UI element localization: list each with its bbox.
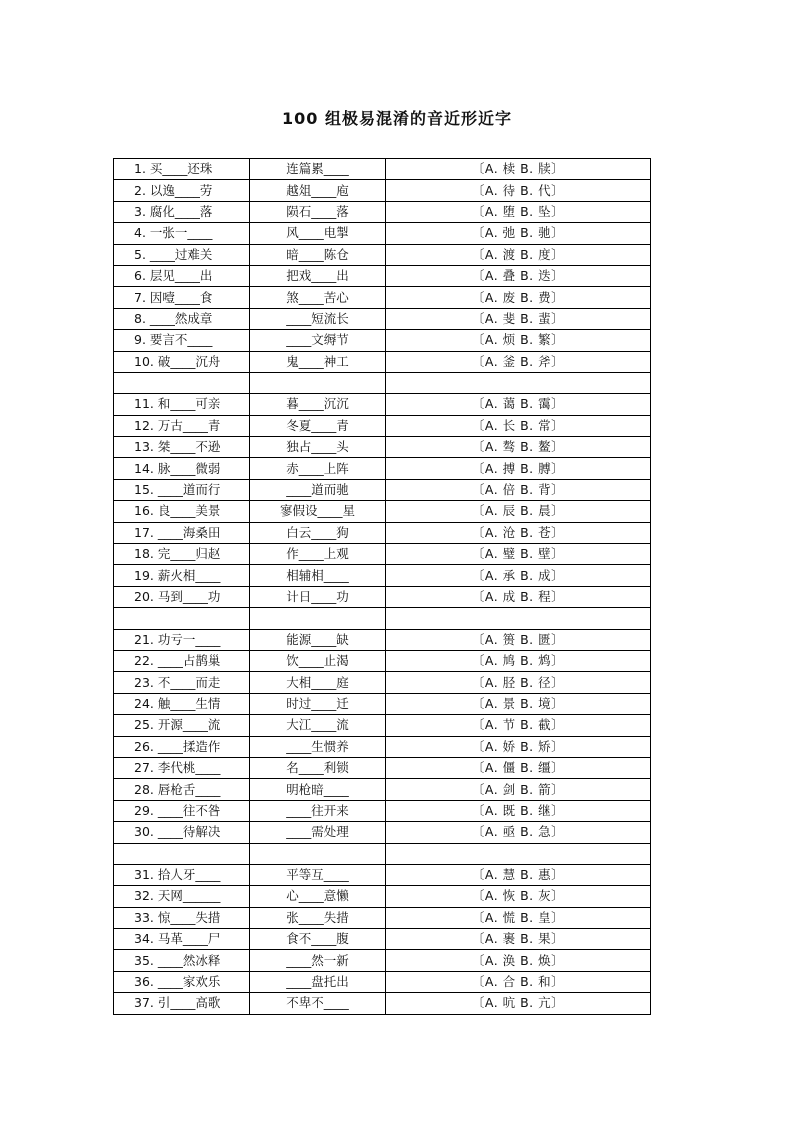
table-row bbox=[114, 586, 651, 607]
table-row bbox=[114, 437, 651, 458]
options-cell bbox=[386, 608, 651, 629]
idiom-a-cell: 30. ____待解决 bbox=[114, 822, 250, 843]
idiom-a-cell: 8. ____然成章 bbox=[114, 308, 250, 329]
table-row bbox=[114, 244, 651, 265]
idiom-a-cell: 13. 桀____不逊 bbox=[114, 437, 250, 458]
idiom-a-cell: 3. 腐化____落 bbox=[114, 201, 250, 222]
table-row bbox=[114, 372, 651, 393]
idiom-b-cell: 独占____头 bbox=[250, 437, 386, 458]
options-cell: 〔A. 恢 B. 灰〕 bbox=[386, 886, 651, 907]
idiom-b-cell: 鬼____神工 bbox=[250, 351, 386, 372]
options-cell: 〔A. 渡 B. 度〕 bbox=[386, 244, 651, 265]
idiom-b-cell: 作____上观 bbox=[250, 544, 386, 565]
idiom-a-cell: 24. 触____生情 bbox=[114, 693, 250, 714]
table-row bbox=[114, 180, 651, 201]
table-row bbox=[114, 330, 651, 351]
options-cell: 〔A. 沧 B. 苍〕 bbox=[386, 522, 651, 543]
idiom-b-cell: 心____意懒 bbox=[250, 886, 386, 907]
options-cell bbox=[386, 372, 651, 393]
idiom-a-cell: 17. ____海桑田 bbox=[114, 522, 250, 543]
table-row bbox=[114, 287, 651, 308]
options-cell: 〔A. 既 B. 继〕 bbox=[386, 800, 651, 821]
options-cell: 〔A. 亟 B. 急〕 bbox=[386, 822, 651, 843]
idiom-b-cell: 煞____苦心 bbox=[250, 287, 386, 308]
idiom-b-cell: 名____利锁 bbox=[250, 757, 386, 778]
table-row bbox=[114, 522, 651, 543]
options-cell: 〔A. 慌 B. 皇〕 bbox=[386, 907, 651, 928]
idiom-b-cell: 陨石____落 bbox=[250, 201, 386, 222]
idiom-a-cell: 10. 破____沉舟 bbox=[114, 351, 250, 372]
idiom-b-cell bbox=[250, 843, 386, 864]
table-row bbox=[114, 479, 651, 500]
table-row bbox=[114, 757, 651, 778]
table-row bbox=[114, 458, 651, 479]
idiom-b-cell: 时过____迁 bbox=[250, 693, 386, 714]
idiom-a-cell: 27. 李代桃____ bbox=[114, 757, 250, 778]
options-cell: 〔A. 涣 B. 焕〕 bbox=[386, 950, 651, 971]
idiom-a-cell: 20. 马到____功 bbox=[114, 586, 250, 607]
idiom-a-cell: 16. 良____美景 bbox=[114, 501, 250, 522]
idiom-b-cell: 食不____腹 bbox=[250, 929, 386, 950]
options-cell: 〔A. 鸠 B. 鸩〕 bbox=[386, 650, 651, 671]
table-row bbox=[114, 907, 651, 928]
idiom-b-cell: 饮____止渴 bbox=[250, 650, 386, 671]
options-cell: 〔A. 裹 B. 果〕 bbox=[386, 929, 651, 950]
idiom-a-cell: 11. 和____可亲 bbox=[114, 394, 250, 415]
options-cell: 〔A. 斐 B. 蜚〕 bbox=[386, 308, 651, 329]
options-cell: 〔A. 娇 B. 矫〕 bbox=[386, 736, 651, 757]
idiom-b-cell: 大相____庭 bbox=[250, 672, 386, 693]
idiom-a-cell bbox=[114, 843, 250, 864]
options-cell: 〔A. 璧 B. 壁〕 bbox=[386, 544, 651, 565]
idiom-b-cell: 白云____狗 bbox=[250, 522, 386, 543]
word-table bbox=[113, 158, 651, 1015]
idiom-b-cell: 明枪暗____ bbox=[250, 779, 386, 800]
table-row bbox=[114, 159, 651, 180]
table-row bbox=[114, 886, 651, 907]
idiom-b-cell: 不卑不____ bbox=[250, 993, 386, 1014]
table-row bbox=[114, 779, 651, 800]
options-cell bbox=[386, 843, 651, 864]
options-cell: 〔A. 慧 B. 惠〕 bbox=[386, 864, 651, 885]
options-cell: 〔A. 成 B. 程〕 bbox=[386, 586, 651, 607]
idiom-a-cell: 25. 开源____流 bbox=[114, 715, 250, 736]
table-row bbox=[114, 629, 651, 650]
idiom-a-cell: 14. 脉____微弱 bbox=[114, 458, 250, 479]
options-cell: 〔A. 合 B. 和〕 bbox=[386, 971, 651, 992]
idiom-b-cell: 计日____功 bbox=[250, 586, 386, 607]
idiom-b-cell: 暮____沉沉 bbox=[250, 394, 386, 415]
options-cell: 〔A. 吭 B. 亢〕 bbox=[386, 993, 651, 1014]
table-row bbox=[114, 394, 651, 415]
table-row bbox=[114, 843, 651, 864]
idiom-a-cell: 7. 因噎____食 bbox=[114, 287, 250, 308]
idiom-a-cell: 36. ____家欢乐 bbox=[114, 971, 250, 992]
options-cell: 〔A. 节 B. 截〕 bbox=[386, 715, 651, 736]
options-cell: 〔A. 釜 B. 斧〕 bbox=[386, 351, 651, 372]
table-row bbox=[114, 223, 651, 244]
table-row bbox=[114, 822, 651, 843]
idiom-a-cell: 2. 以逸____劳 bbox=[114, 180, 250, 201]
table-row bbox=[114, 565, 651, 586]
table-row bbox=[114, 201, 651, 222]
idiom-a-cell: 33. 惊____失措 bbox=[114, 907, 250, 928]
options-cell: 〔A. 椟 B. 牍〕 bbox=[386, 159, 651, 180]
idiom-a-cell: 5. ____过难关 bbox=[114, 244, 250, 265]
table-row bbox=[114, 950, 651, 971]
options-cell: 〔A. 堕 B. 坠〕 bbox=[386, 201, 651, 222]
options-cell: 〔A. 辰 B. 晨〕 bbox=[386, 501, 651, 522]
table-row bbox=[114, 650, 651, 671]
idiom-b-cell: 寥假设____星 bbox=[250, 501, 386, 522]
idiom-a-cell bbox=[114, 372, 250, 393]
options-cell: 〔A. 长 B. 常〕 bbox=[386, 415, 651, 436]
table-row bbox=[114, 971, 651, 992]
idiom-a-cell: 31. 拾人牙____ bbox=[114, 864, 250, 885]
idiom-a-cell: 34. 马革____尸 bbox=[114, 929, 250, 950]
table-row bbox=[114, 929, 651, 950]
idiom-b-cell: ____短流长 bbox=[250, 308, 386, 329]
table-row bbox=[114, 672, 651, 693]
options-cell: 〔A. 僵 B. 缰〕 bbox=[386, 757, 651, 778]
options-cell: 〔A. 叠 B. 迭〕 bbox=[386, 265, 651, 286]
idiom-b-cell: 越俎____庖 bbox=[250, 180, 386, 201]
options-cell: 〔A. 剑 B. 箭〕 bbox=[386, 779, 651, 800]
idiom-a-cell: 37. 引____高歌 bbox=[114, 993, 250, 1014]
idiom-a-cell: 15. ____道而行 bbox=[114, 479, 250, 500]
options-cell: 〔A. 倍 B. 背〕 bbox=[386, 479, 651, 500]
options-cell: 〔A. 胫 B. 径〕 bbox=[386, 672, 651, 693]
table-row bbox=[114, 800, 651, 821]
idiom-a-cell: 32. 天网______ bbox=[114, 886, 250, 907]
options-cell: 〔A. 蔼 B. 霭〕 bbox=[386, 394, 651, 415]
table-row bbox=[114, 993, 651, 1014]
idiom-b-cell: 能源____缺 bbox=[250, 629, 386, 650]
options-cell: 〔A. 篑 B. 匮〕 bbox=[386, 629, 651, 650]
idiom-b-cell: 张____失措 bbox=[250, 907, 386, 928]
idiom-a-cell: 19. 薪火相____ bbox=[114, 565, 250, 586]
options-cell: 〔A. 烦 B. 繁〕 bbox=[386, 330, 651, 351]
idiom-a-cell: 35. ____然冰释 bbox=[114, 950, 250, 971]
options-cell: 〔A. 骜 B. 鳌〕 bbox=[386, 437, 651, 458]
table-row bbox=[114, 265, 651, 286]
idiom-b-cell: ____文缛节 bbox=[250, 330, 386, 351]
table-row bbox=[114, 415, 651, 436]
idiom-b-cell: 连篇累____ bbox=[250, 159, 386, 180]
word-table-body bbox=[114, 159, 651, 1015]
idiom-a-cell: 12. 万古____青 bbox=[114, 415, 250, 436]
idiom-a-cell: 23. 不____而走 bbox=[114, 672, 250, 693]
table-row bbox=[114, 864, 651, 885]
idiom-b-cell: 冬夏____青 bbox=[250, 415, 386, 436]
idiom-b-cell: 大江____流 bbox=[250, 715, 386, 736]
idiom-b-cell: 相辅相____ bbox=[250, 565, 386, 586]
table-row bbox=[114, 736, 651, 757]
idiom-b-cell: 赤____上阵 bbox=[250, 458, 386, 479]
idiom-a-cell: 1. 买____还珠 bbox=[114, 159, 250, 180]
table-row bbox=[114, 308, 651, 329]
options-cell: 〔A. 承 B. 成〕 bbox=[386, 565, 651, 586]
idiom-a-cell: 6. 层见____出 bbox=[114, 265, 250, 286]
options-cell: 〔A. 废 B. 费〕 bbox=[386, 287, 651, 308]
idiom-b-cell: ____道而驰 bbox=[250, 479, 386, 500]
idiom-b-cell: 风____电掣 bbox=[250, 223, 386, 244]
table-row bbox=[114, 501, 651, 522]
idiom-b-cell bbox=[250, 608, 386, 629]
table-row bbox=[114, 351, 651, 372]
idiom-b-cell bbox=[250, 372, 386, 393]
idiom-a-cell bbox=[114, 608, 250, 629]
idiom-b-cell: 把戏____出 bbox=[250, 265, 386, 286]
table-row bbox=[114, 544, 651, 565]
idiom-b-cell: ____往开来 bbox=[250, 800, 386, 821]
idiom-b-cell: ____盘托出 bbox=[250, 971, 386, 992]
table-row bbox=[114, 608, 651, 629]
idiom-a-cell: 21. 功亏一____ bbox=[114, 629, 250, 650]
idiom-b-cell: ____需处理 bbox=[250, 822, 386, 843]
idiom-b-cell: 平等互____ bbox=[250, 864, 386, 885]
idiom-b-cell: ____生惯养 bbox=[250, 736, 386, 757]
idiom-b-cell: 暗____陈仓 bbox=[250, 244, 386, 265]
options-cell: 〔A. 弛 B. 驰〕 bbox=[386, 223, 651, 244]
idiom-a-cell: 26. ____揉造作 bbox=[114, 736, 250, 757]
idiom-a-cell: 22. ____占鹊巢 bbox=[114, 650, 250, 671]
options-cell: 〔A. 搏 B. 膊〕 bbox=[386, 458, 651, 479]
options-cell: 〔A. 待 B. 代〕 bbox=[386, 180, 651, 201]
idiom-b-cell: ____然一新 bbox=[250, 950, 386, 971]
idiom-a-cell: 18. 完____归赵 bbox=[114, 544, 250, 565]
idiom-a-cell: 28. 唇枪舌____ bbox=[114, 779, 250, 800]
idiom-a-cell: 29. ____往不咎 bbox=[114, 800, 250, 821]
table-row bbox=[114, 693, 651, 714]
table-row bbox=[114, 715, 651, 736]
idiom-a-cell: 9. 要言不____ bbox=[114, 330, 250, 351]
idiom-a-cell: 4. 一张一____ bbox=[114, 223, 250, 244]
page-title: 100 组极易混淆的音近形近字 bbox=[282, 109, 512, 128]
options-cell: 〔A. 景 B. 境〕 bbox=[386, 693, 651, 714]
